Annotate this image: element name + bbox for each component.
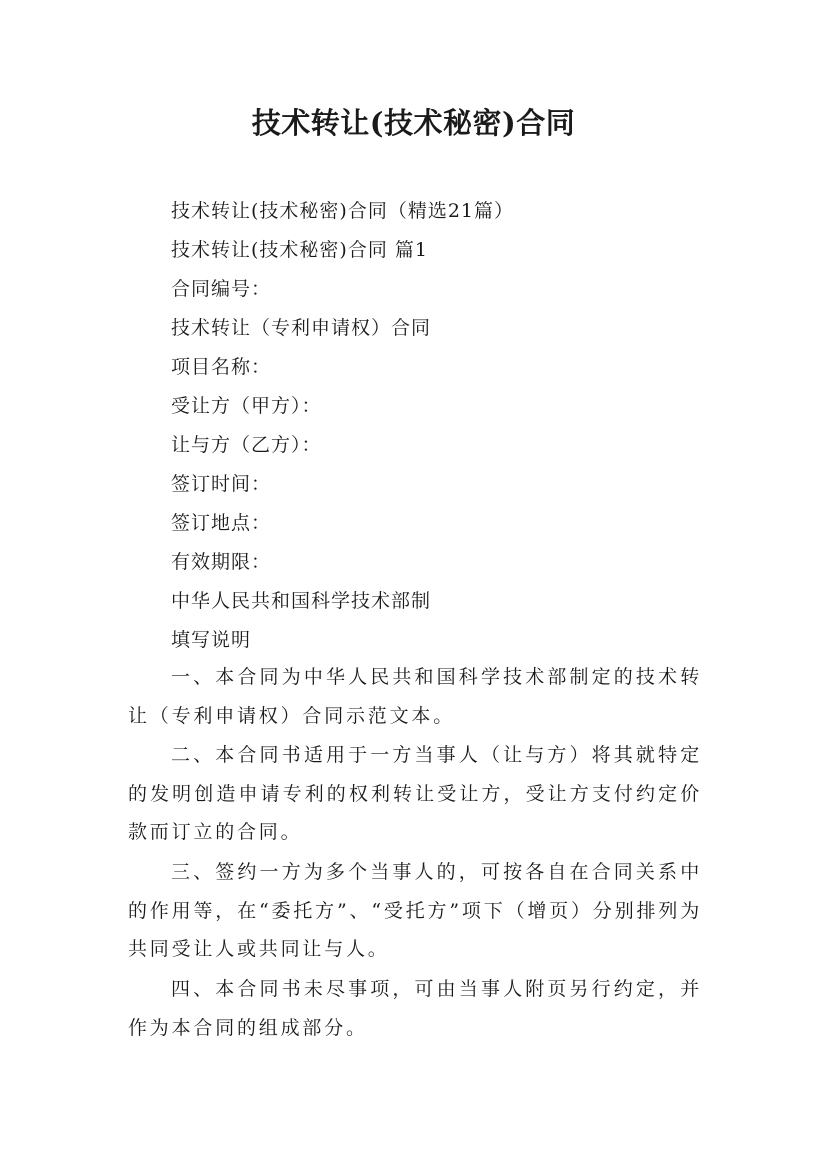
transferee-label: 受让方（甲方）：: [171, 395, 322, 417]
contract-type-line: 技术转让（专利申请权）合同: [171, 317, 432, 339]
instruction-paragraph-1: 一、本合同为中华人民共和国科学技术部制定的技术转让（专利申请权）合同示范文本。: [128, 666, 702, 727]
contract-number-label: 合同编号：: [171, 278, 272, 300]
validity-period-label: 有效期限：: [171, 551, 272, 573]
transferor-label: 让与方（乙方）：: [171, 434, 322, 456]
issuer-line: 中华人民共和国科学技术部制: [171, 590, 432, 612]
instruction-paragraph-4: 四、本合同书未尽事项，可由当事人附页另行约定，并作为本合同的组成部分。: [128, 978, 702, 1039]
instruction-paragraph-3: 三、签约一方为多个当事人的，可按各自在合同关系中的作用等，在“委托方”、“受托方”项下（增页）分别排列为共同受让人或共同让与人。: [128, 861, 702, 960]
project-name-label: 项目名称：: [171, 356, 272, 378]
instruction-paragraph-2: 二、本合同书适用于一方当事人（让与方）将其就特定的发明创造申请专利的权利转让受让方，受让方支付约定价款而订立的合同。: [128, 744, 702, 843]
signing-time-label: 签订时间：: [171, 473, 272, 495]
document-title: 技术转让(技术秘密)合同: [251, 106, 576, 140]
instructions-heading: 填写说明: [171, 629, 252, 651]
subtitle-line: 技术转让(技术秘密)合同（精选21篇）: [171, 200, 515, 222]
signing-place-label: 签订地点：: [171, 512, 272, 534]
section-heading: 技术转让(技术秘密)合同 篇1: [171, 239, 428, 261]
